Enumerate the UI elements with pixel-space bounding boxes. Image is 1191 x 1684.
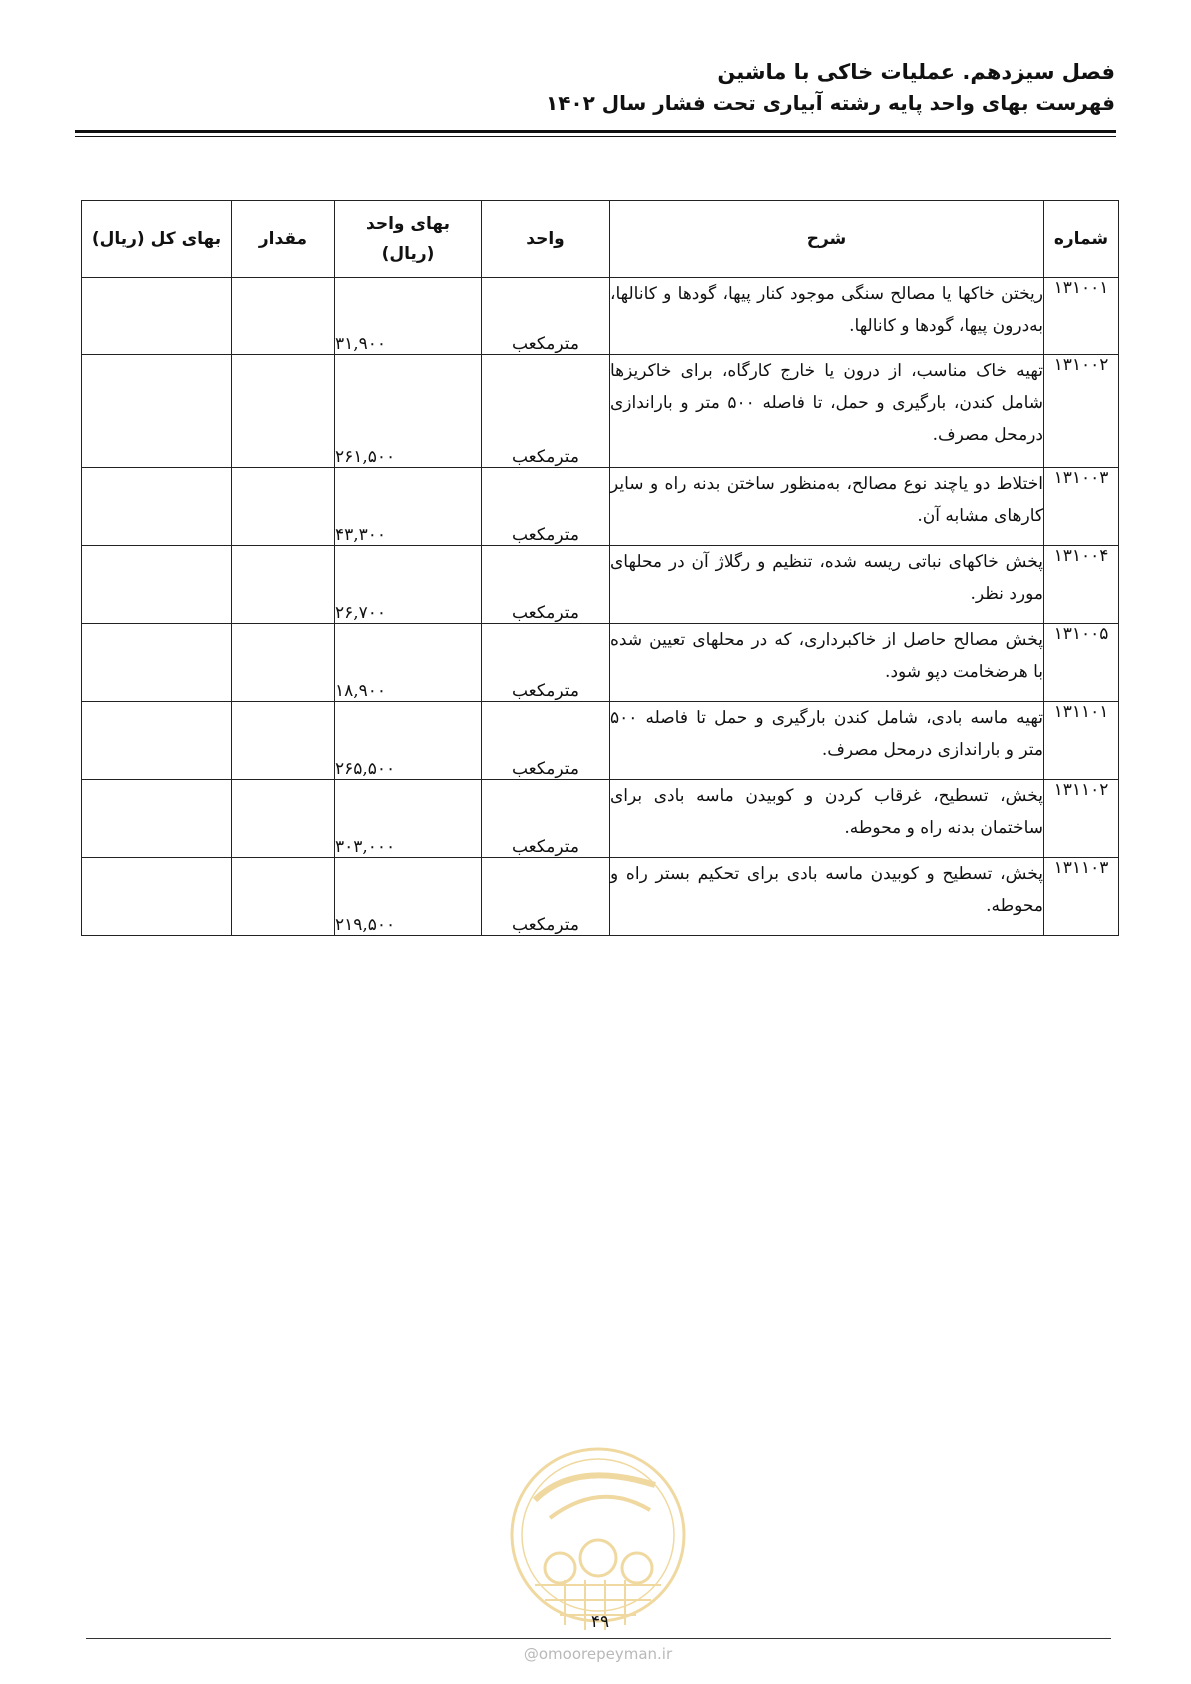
row-unit: مترمکعب	[482, 780, 610, 858]
row-number: ۱۳۱۰۰۳	[1044, 468, 1119, 546]
row-unit: مترمکعب	[482, 624, 610, 702]
column-header-unit-price	[335, 201, 482, 278]
watermark-logo-icon	[505, 1440, 691, 1640]
row-quantity[interactable]	[232, 355, 335, 468]
row-number: ۱۳۱۰۰۵	[1044, 624, 1119, 702]
row-quantity[interactable]	[232, 858, 335, 936]
column-header-unit: واحد	[482, 201, 610, 278]
row-unit-price: ۳۰۳,۰۰۰	[335, 780, 482, 858]
table-row	[82, 355, 1119, 468]
row-description: تهیه خاک مناسب، از درون یا خارج کارگاه، برای خاکریزها شامل کندن، بارگیری و حمل، تا فاصله ۵۰۰ متر و باراندازی درمحل مصرف.	[610, 355, 1044, 468]
table-header-row	[82, 201, 1119, 278]
row-unit-price: ۲۱۹,۵۰۰	[335, 858, 482, 936]
row-total[interactable]	[82, 858, 232, 936]
table-row	[82, 780, 1119, 858]
row-unit: مترمکعب	[482, 546, 610, 624]
row-quantity[interactable]	[232, 624, 335, 702]
unit-price-header-line2: (ریال)	[381, 244, 435, 264]
column-header-number: شماره	[1044, 201, 1119, 278]
row-description: تهیه ماسه بادی، شامل کندن بارگیری و حمل تا فاصله ۵۰۰ متر و باراندازی درمحل مصرف.	[610, 702, 1044, 780]
row-unit: مترمکعب	[482, 355, 610, 468]
table-row	[82, 702, 1119, 780]
price-list-table	[81, 200, 1119, 936]
footer-rule	[86, 1638, 1111, 1639]
row-quantity[interactable]	[232, 278, 335, 355]
document-subtitle: فهرست بهای واحد پایه رشته آبیاری تحت فشار سال ۱۴۰۲	[546, 91, 1115, 115]
chapter-title: فصل سیزدهم. عملیات خاکی با ماشین	[717, 60, 1115, 84]
header-rule-thick	[75, 130, 1116, 133]
row-quantity[interactable]	[232, 468, 335, 546]
page-number: ۴۹	[590, 1612, 610, 1632]
row-description: اختلاط دو یاچند نوع مصالح، به‌منظور ساختن بدنه راه و سایر کارهای مشابه آن.	[610, 468, 1044, 546]
table-row	[82, 858, 1119, 936]
row-number: ۱۳۱۰۰۲	[1044, 355, 1119, 468]
row-unit-price: ۲۶,۷۰۰	[335, 546, 482, 624]
row-total[interactable]	[82, 624, 232, 702]
row-unit-price: ۲۶۵,۵۰۰	[335, 702, 482, 780]
row-description: پخش، تسطیح، غرقاب کردن و کوبیدن ماسه بادی برای ساختمان بدنه راه و محوطه.	[610, 780, 1044, 858]
row-number: ۱۳۱۱۰۲	[1044, 780, 1119, 858]
row-unit-price: ۲۶۱,۵۰۰	[335, 355, 482, 468]
row-unit: مترمکعب	[482, 858, 610, 936]
row-number: ۱۳۱۰۰۱	[1044, 278, 1119, 355]
page-header	[76, 56, 1115, 118]
row-quantity[interactable]	[232, 702, 335, 780]
row-total[interactable]	[82, 355, 232, 468]
row-number: ۱۳۱۰۰۴	[1044, 546, 1119, 624]
row-description: پخش خاکهای نباتی ریسه شده، تنظیم و رگلاژ آن در محلهای مورد نظر.	[610, 546, 1044, 624]
row-quantity[interactable]	[232, 546, 335, 624]
column-header-description: شرح	[610, 201, 1044, 278]
row-quantity[interactable]	[232, 780, 335, 858]
row-description: پخش، تسطیح و کوبیدن ماسه بادی برای تحکیم بستر راه و محوطه.	[610, 858, 1044, 936]
row-total[interactable]	[82, 702, 232, 780]
row-unit: مترمکعب	[482, 702, 610, 780]
row-unit: مترمکعب	[482, 468, 610, 546]
row-total[interactable]	[82, 780, 232, 858]
header-rule-thin	[75, 136, 1116, 137]
row-total[interactable]	[82, 468, 232, 546]
table-row	[82, 624, 1119, 702]
row-total[interactable]	[82, 278, 232, 355]
website-watermark: @omoorepeyman.ir	[523, 1645, 673, 1663]
row-total[interactable]	[82, 546, 232, 624]
row-unit-price: ۴۳,۳۰۰	[335, 468, 482, 546]
column-header-quantity: مقدار	[232, 201, 335, 278]
table-row	[82, 546, 1119, 624]
row-description: ریختن خاکها یا مصالح سنگی موجود کنار پیها، گودها و کانالها، به‌درون پیها، گودها و کانالها.	[610, 278, 1044, 355]
row-unit-price: ۳۱,۹۰۰	[335, 278, 482, 355]
row-number: ۱۳۱۱۰۳	[1044, 858, 1119, 936]
row-unit: مترمکعب	[482, 278, 610, 355]
unit-price-header-line1: بهای واحد	[366, 214, 450, 234]
row-number: ۱۳۱۱۰۱	[1044, 702, 1119, 780]
row-unit-price: ۱۸,۹۰۰	[335, 624, 482, 702]
row-description: پخش مصالح حاصل از خاکبرداری، که در محلهای تعیین شده با هرضخامت دپو شود.	[610, 624, 1044, 702]
table-row	[82, 278, 1119, 355]
column-header-total: بهای کل (ریال)	[82, 201, 232, 278]
table-row	[82, 468, 1119, 546]
